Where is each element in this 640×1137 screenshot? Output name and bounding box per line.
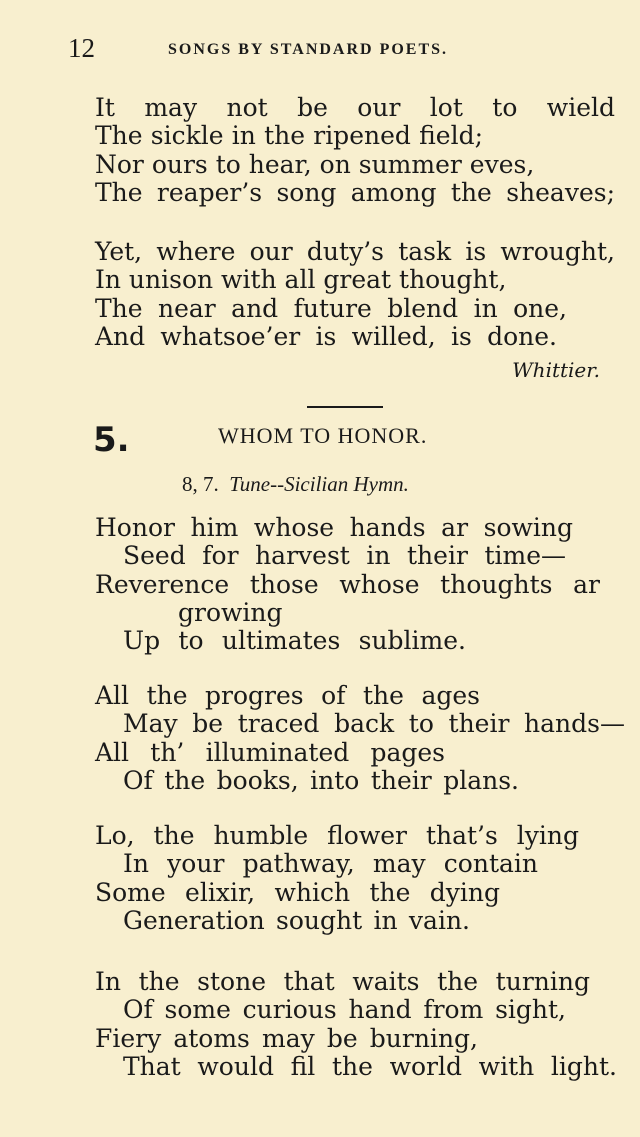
- verse-line: Of some curious hand from sight,: [123, 995, 566, 1025]
- verse-line: Some elixir, which the dying: [95, 877, 500, 907]
- verse-line: Yet, where our duty’s task is wrought,: [95, 237, 615, 266]
- verse-line: In the stone that waits the turning: [95, 967, 590, 996]
- section-divider: [307, 406, 383, 408]
- hymn-stanza-1: [95, 514, 615, 655]
- meter-value: 8, 7.: [182, 472, 219, 496]
- verse-line: Generation sought in vain.: [123, 905, 470, 935]
- tune-name: Tune--Sicilian Hymn.: [229, 472, 409, 496]
- verse-line: Fiery atoms may be burning,: [95, 1023, 478, 1053]
- hymn-stanza-4: [95, 968, 615, 1081]
- hymn-stanza-3: [95, 822, 615, 935]
- verse-line: It may not be our lot to wield: [95, 93, 615, 122]
- attribution: Whittier.: [512, 358, 600, 382]
- verse-line: In your pathway, may contain: [123, 849, 538, 879]
- verse-line: Lo, the humble flower that’s lying: [95, 821, 579, 850]
- hymn-meter: [182, 472, 409, 497]
- verse-line: And whatsoe’er is willed, is done.: [95, 321, 557, 351]
- hymn-stanza-2: [95, 681, 625, 795]
- verse-line: All th’ illuminated pages: [95, 737, 445, 767]
- verse-line: May be traced back to their hands—: [123, 709, 625, 739]
- verse-line: The near and future blend in one,: [95, 293, 567, 323]
- verse-line: That would fil the world with light.: [123, 1051, 617, 1081]
- running-head: SONGS BY STANDARD POETS.: [168, 41, 449, 58]
- poem-stanza-2: [95, 238, 615, 351]
- verse-line: Seed for harvest in their time—: [123, 541, 566, 571]
- verse-line: The reaper’s song among the sheaves;: [95, 177, 615, 207]
- verse-line: Honor him whose hands ar sowing: [95, 513, 573, 542]
- poem-stanza-1: [95, 94, 615, 207]
- verse-line: Reverence those whose thoughts ar: [95, 569, 600, 599]
- verse-line: Of the books, into their plans.: [123, 765, 519, 795]
- hymn-title: WHOM TO HONOR.: [218, 423, 428, 448]
- verse-line: The sickle in the ripened field;: [95, 121, 483, 151]
- verse-line: All the progres of the ages: [95, 681, 480, 710]
- page-number: 12: [68, 33, 95, 63]
- verse-line: In unison with all great thought,: [95, 265, 507, 295]
- verse-line: growing: [178, 597, 283, 627]
- verse-line: Up to ultimates sublime.: [123, 626, 466, 656]
- verse-line: Nor ours to hear, on summer eves,: [95, 149, 535, 179]
- hymn-number: 5.: [93, 420, 130, 460]
